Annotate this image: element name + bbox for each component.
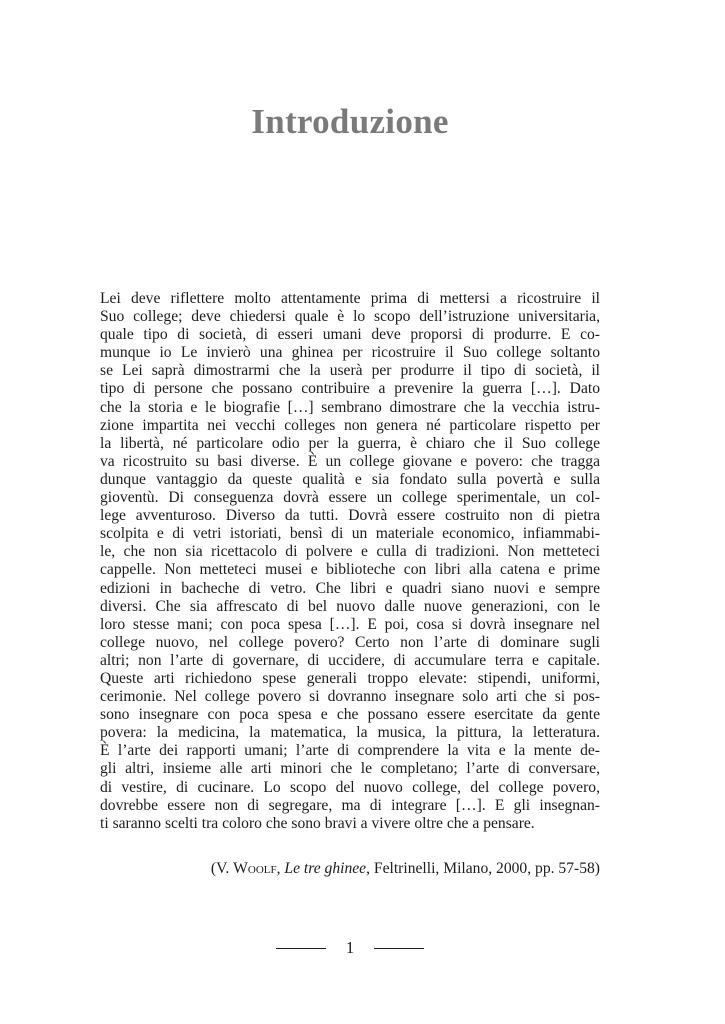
text-line: le, che non sia ricettacolo di polvere e culla di tradizioni. Non metteteci bbox=[100, 543, 600, 561]
text-line: che la storia e le biografie […] sembrano dimostrare che la vecchia istru- bbox=[100, 398, 600, 416]
text-line: sono insegnare con poca spesa e che possano essere esercitate da gente bbox=[100, 706, 600, 724]
text-line: di vestire, di cucinare. Lo scopo del nuovo college, del college povero, bbox=[100, 778, 600, 796]
citation-open: (V. bbox=[210, 860, 234, 877]
text-line: cerimonie. Nel college povero si dovranno insegnare solo arti che si pos- bbox=[100, 688, 600, 706]
text-line: la libertà, né particolare odio per la guerra, è chiaro che il Suo college bbox=[100, 434, 600, 452]
text-line: Suo college; deve chiedersi quale è lo scopo dell’istruzione universitaria, bbox=[100, 308, 600, 326]
footer-rule-right bbox=[374, 948, 424, 949]
text-line: scolpita e di vetri istoriati, bensì di un materiale economico, infiammabi- bbox=[100, 525, 600, 543]
text-line: quale tipo di società, di esseri umani deve proporsi di produrre. E co- bbox=[100, 326, 600, 344]
text-line: Queste arti richiedono spese generali troppo elevate: stipendi, uniformi, bbox=[100, 669, 600, 687]
chapter-title: Introduzione bbox=[251, 102, 449, 141]
text-line: tipo di persone che possano contribuire a prevenire la guerra […]. Dato bbox=[100, 380, 600, 398]
text-line: dunque vantaggio da queste qualità e sia fondato sulla povertà e sulla bbox=[100, 470, 600, 488]
text-line: munque io Le invierò una ghinea per ricostruire il Suo college soltanto bbox=[100, 344, 600, 362]
citation-separator: , bbox=[276, 860, 285, 877]
footer-rule-left bbox=[276, 948, 326, 949]
text-line: zione impartita nei vecchi colleges non genera né particolare rispetto per bbox=[100, 416, 600, 434]
citation-details: , Feltrinelli, Milano, 2000, pp. 57-58) bbox=[366, 860, 600, 877]
text-line: dovrebbe essere non di segregare, ma di integrare […]. E gli insegnan- bbox=[100, 796, 600, 814]
text-line: se Lei saprà dimostrarmi che la userà per produrre il tipo di società, il bbox=[100, 362, 600, 380]
citation-work-title: Le tre ghinee bbox=[284, 860, 367, 877]
citation bbox=[211, 860, 600, 878]
text-line: altri; non l’arte di governare, di uccidere, di accumulare terra e capitale. bbox=[100, 651, 600, 669]
citation-author: Woolf bbox=[233, 860, 277, 877]
text-line: edizioni in bacheche di vetro. Che libri e quadri siano nuovi e sempre bbox=[100, 579, 600, 597]
text-line: povera: la medicina, la matematica, la musica, la pittura, la letteratura. bbox=[100, 724, 600, 742]
text-line: loro stesse mani; con poca spesa […]. E poi, cosa si dovrà insegnare nel bbox=[100, 615, 600, 633]
page-number: 1 bbox=[345, 938, 355, 957]
page-footer bbox=[0, 938, 700, 958]
text-line: gli altri, insieme alle arti minori che le completano; l’arte di conversare, bbox=[100, 760, 600, 778]
text-line: Lei deve riflettere molto attentamente prima di mettersi a ricostruire il bbox=[100, 290, 600, 307]
text-line: diversi. Che sia affrescato di bel nuovo dalle nuove generazioni, con le bbox=[100, 597, 600, 615]
text-line: gioventù. Di conseguenza dovrà essere un college sperimentale, un col- bbox=[100, 489, 600, 507]
text-line: va ricostruito su basi diverse. È un college giovane e povero: che tragga bbox=[100, 452, 600, 470]
quotation-body bbox=[100, 290, 600, 833]
text-line: cappelle. Non metteteci musei e biblioteche con libri alla catena e prime bbox=[100, 561, 600, 579]
text-line: lege avventuroso. Diverso da tutti. Dovrà essere costruito non di pietra bbox=[100, 507, 600, 525]
text-line: È l’arte dei rapporti umani; l’arte di comprendere la vita e la mente de- bbox=[100, 742, 600, 760]
text-line: college nuovo, nel college povero? Certo non l’arte di dominare sugli bbox=[100, 633, 600, 651]
text-line: ti saranno scelti tra coloro che sono bravi a vivere oltre che a pensare. bbox=[100, 814, 535, 832]
